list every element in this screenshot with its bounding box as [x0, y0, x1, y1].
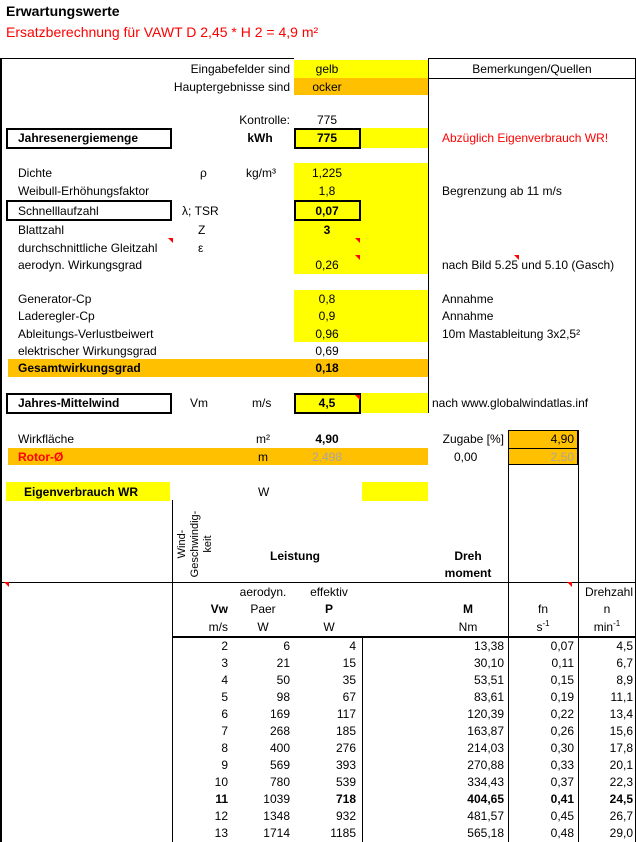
- wind-value[interactable]: 4,5: [318, 396, 336, 410]
- left-border: [0, 58, 2, 842]
- param-sym: λ; TSR: [182, 204, 219, 218]
- param-value[interactable]: 0,26: [315, 258, 339, 272]
- comment-marker[interactable]: [168, 238, 173, 243]
- wirk-value: 4,90: [315, 432, 339, 446]
- sheet-subtitle: Ersatzberechnung für VAWT D 2,45 * H 2 = 4,9 m²: [6, 24, 319, 40]
- legend-haupt-label: Hauptergebnisse sind: [173, 80, 290, 94]
- gesamt-value: 0,18: [315, 361, 339, 375]
- table-cell: 163,87: [467, 724, 504, 738]
- table-cell: 9: [221, 758, 228, 772]
- param-sym: ε: [198, 241, 204, 255]
- param-note: Begrenzung ab 11 m/s: [442, 184, 562, 198]
- table-cell: 565,18: [467, 826, 504, 840]
- jahres-value[interactable]: 775: [316, 131, 338, 145]
- table-subhead-line: [0, 582, 636, 583]
- table-cell: 1185: [330, 826, 356, 840]
- table-cell: 0,45: [550, 809, 574, 823]
- table-cell: 0,41: [550, 792, 574, 806]
- comment-marker[interactable]: [567, 582, 572, 587]
- table-cell: 8: [221, 741, 228, 755]
- table-cell: 22,3: [609, 775, 633, 789]
- table-cell: 24,5: [609, 792, 633, 806]
- p-header: P: [324, 602, 333, 616]
- wirk-unit: m²: [256, 432, 270, 446]
- param-label: Weibull-Erhöhungsfaktor: [18, 184, 150, 198]
- legend-eingabe-label: Eingabefelder sind: [190, 62, 290, 76]
- fn-unit: $s^{-1}$: [536, 619, 550, 634]
- legend-eingabe-value: gelb: [315, 62, 339, 76]
- table-cell: 0,26: [550, 724, 574, 738]
- kontrolle-value: 775: [316, 113, 338, 127]
- param-value[interactable]: 1,8: [318, 184, 336, 198]
- table-cell: 10: [214, 775, 228, 789]
- table-cell: 21: [276, 656, 290, 670]
- zugabe-label: Zugabe [%]: [442, 432, 504, 446]
- param-value[interactable]: 1,225: [311, 166, 343, 180]
- table-cell: 120,39: [467, 707, 504, 721]
- table-cell: 6: [221, 707, 228, 721]
- table-cell: 0,11: [551, 656, 574, 670]
- param-label: Dichte: [18, 166, 53, 180]
- table-cell: 404,65: [467, 792, 504, 806]
- table-cell: 98: [276, 690, 290, 704]
- rotor-value: 2,498: [311, 450, 343, 464]
- eff-label: Ableitungs-Verlustbeiwert: [18, 327, 154, 341]
- param-label: aerodyn. Wirkungsgrad: [18, 258, 143, 272]
- table-cell: 13,4: [609, 707, 633, 721]
- table-cell: 185: [335, 724, 356, 738]
- eff-note: Annahme: [442, 292, 494, 306]
- table-cell: 67: [342, 690, 356, 704]
- param-value[interactable]: 3: [323, 223, 331, 237]
- rotor-unit: m: [258, 450, 268, 464]
- top-line: [0, 58, 294, 59]
- table-cell: 26,7: [609, 809, 633, 823]
- table-cell: 30,10: [473, 656, 504, 670]
- table-cell: 0,30: [550, 741, 574, 755]
- table-cell: 15,6: [609, 724, 633, 738]
- eff-label: Laderegler-Cp: [18, 309, 95, 323]
- table-cell: 15: [342, 656, 356, 670]
- rotor-zugabe: 0,00: [454, 450, 478, 464]
- table-cell: 17,8: [609, 741, 633, 755]
- table-cell: 1714: [263, 826, 290, 840]
- param-label: Blattzahl: [18, 223, 65, 237]
- comment-marker[interactable]: [4, 582, 9, 587]
- table-cell: 268: [269, 724, 290, 738]
- table-cell: 0,37: [550, 775, 574, 789]
- vw-header: Vw: [210, 602, 228, 616]
- rotor-value2: 2,50: [550, 450, 574, 464]
- vw-unit: m/s: [208, 620, 228, 634]
- param-sym: ρ: [200, 166, 207, 180]
- table-cell: 0,48: [550, 826, 574, 840]
- m-header: M: [463, 602, 473, 616]
- table-cell: 932: [335, 809, 356, 823]
- table-cell: 13: [214, 826, 228, 840]
- eff-value[interactable]: 0,96: [315, 327, 339, 341]
- table-cell: 569: [269, 758, 290, 772]
- wind-label: Jahres-Mittelwind: [18, 396, 120, 410]
- table-cell: 0,19: [550, 690, 574, 704]
- table-cell: 83,61: [473, 690, 504, 704]
- drehzahl-header: Drehzahl: [584, 585, 633, 599]
- eigen-label: Eigenverbrauch WR: [24, 485, 139, 499]
- table-cell: 539: [335, 775, 356, 789]
- param-value[interactable]: 0,07: [315, 204, 339, 218]
- table-cell: 29,0: [609, 826, 633, 840]
- eff-value: 0,69: [315, 344, 339, 358]
- eigen-unit: W: [258, 485, 270, 499]
- wind-note: nach www.globalwindatlas.inf: [432, 396, 589, 410]
- table-cell: 1039: [263, 792, 290, 806]
- rotor-label: Rotor-Ø: [18, 450, 64, 464]
- param-note: nach Bild 5.25 und 5.10 (Gasch): [442, 258, 615, 272]
- aerodyn-header: aerodyn.: [239, 585, 287, 599]
- comment-marker[interactable]: [355, 395, 360, 400]
- table-cell: 481,57: [467, 809, 504, 823]
- table-cell: 4: [221, 673, 228, 687]
- kontrolle-label: Kontrolle:: [239, 113, 290, 127]
- table-cell: 0,07: [550, 639, 574, 653]
- table-cell: 270,88: [467, 758, 504, 772]
- table-cell: 169: [269, 707, 290, 721]
- leistung-header: Leistung: [270, 549, 320, 563]
- table-cell: 11: [215, 792, 228, 806]
- table-cell: 11,1: [610, 690, 633, 704]
- table-cell: 20,1: [609, 758, 633, 772]
- eigen-cell-bg: [362, 482, 428, 501]
- wirk-label: Wirkfläche: [18, 432, 75, 446]
- table-cell: 7: [221, 724, 228, 738]
- n-header: n: [603, 602, 611, 616]
- remarks-left-line: [428, 58, 429, 413]
- param-sym: Z: [198, 223, 206, 237]
- paer-unit: W: [257, 620, 269, 634]
- drehmoment-header-1: Dreh: [454, 549, 482, 563]
- table-cell: 214,03: [467, 741, 504, 755]
- table-cell: 13,38: [473, 639, 504, 653]
- zugabe-value[interactable]: 4,90: [550, 432, 574, 446]
- eff-label: elektrischer Wirkungsgrad: [18, 344, 157, 358]
- comment-marker[interactable]: [355, 238, 360, 243]
- table-cell: 53,51: [473, 673, 504, 687]
- jahres-note: Abzüglich Eigenverbrauch WR!: [442, 131, 609, 145]
- table-cell: 0,33: [550, 758, 574, 772]
- remarks-header: Bemerkungen/Quellen: [472, 62, 592, 76]
- eff-note: 10m Mastableitung 3x2,5²: [442, 327, 581, 341]
- fn-header: fn: [537, 602, 548, 616]
- n-unit: $\min^{-1}$: [593, 619, 621, 634]
- jahres-unit: kWh: [247, 131, 273, 145]
- param-label: durchschnittliche Gleitzahl: [18, 241, 158, 255]
- param-unit: kg/m³: [246, 166, 276, 180]
- table-cell: 1348: [263, 809, 290, 823]
- remarks-top-line: [428, 58, 636, 59]
- wind-vertical-header: Wind- Geschwindig- keit: [176, 510, 214, 578]
- table-cell: 400: [269, 741, 290, 755]
- table-cell: 718: [335, 792, 356, 806]
- drehmoment-header-2: moment: [444, 566, 492, 580]
- rotor-row-bg: [8, 448, 428, 465]
- table-cell: 2: [221, 639, 228, 653]
- table-cell: 35: [342, 673, 356, 687]
- legend-haupt-value: ocker: [312, 80, 342, 94]
- m-unit: Nm: [458, 620, 478, 634]
- table-cell: 3: [221, 656, 228, 670]
- wind-unit: m/s: [252, 396, 272, 410]
- table-cell: 6: [283, 639, 290, 653]
- p-unit: W: [323, 620, 335, 634]
- table-cell: 8,9: [616, 673, 633, 687]
- eff-label: Generator-Cp: [18, 292, 92, 306]
- jahres-label: Jahresenergiemenge: [18, 131, 139, 145]
- table-cell: 5: [221, 690, 228, 704]
- table-cell: 50: [276, 673, 290, 687]
- table-cell: 6,7: [616, 656, 633, 670]
- eff-value[interactable]: 0,8: [318, 292, 336, 306]
- eff-value[interactable]: 0,9: [318, 309, 336, 323]
- comment-marker[interactable]: [514, 255, 519, 260]
- effektiv-header: effektiv: [310, 585, 348, 599]
- table-cell: 117: [336, 707, 356, 721]
- wind-sym: Vm: [190, 396, 208, 410]
- eff-note: Annahme: [442, 309, 494, 323]
- table-cell: 12: [214, 809, 228, 823]
- comment-marker[interactable]: [355, 255, 360, 260]
- sheet-title: Erwartungswerte: [6, 3, 120, 19]
- p-col-right-line: [362, 636, 363, 842]
- paer-header: Paer: [250, 602, 276, 616]
- table-cell: 393: [335, 758, 356, 772]
- remarks-head-line: [428, 78, 636, 79]
- table-cell: 334,43: [467, 775, 504, 789]
- table-cell: 276: [335, 741, 356, 755]
- param-label: Schnelllaufzahl: [18, 204, 99, 218]
- table-cell: 4: [349, 639, 356, 653]
- table-cell: 4,5: [616, 639, 633, 653]
- table-cell: 0,22: [550, 707, 574, 721]
- gesamt-label: Gesamtwirkungsgrad: [18, 361, 141, 375]
- table-cell: 780: [269, 775, 290, 789]
- table-cell: 0,15: [550, 673, 574, 687]
